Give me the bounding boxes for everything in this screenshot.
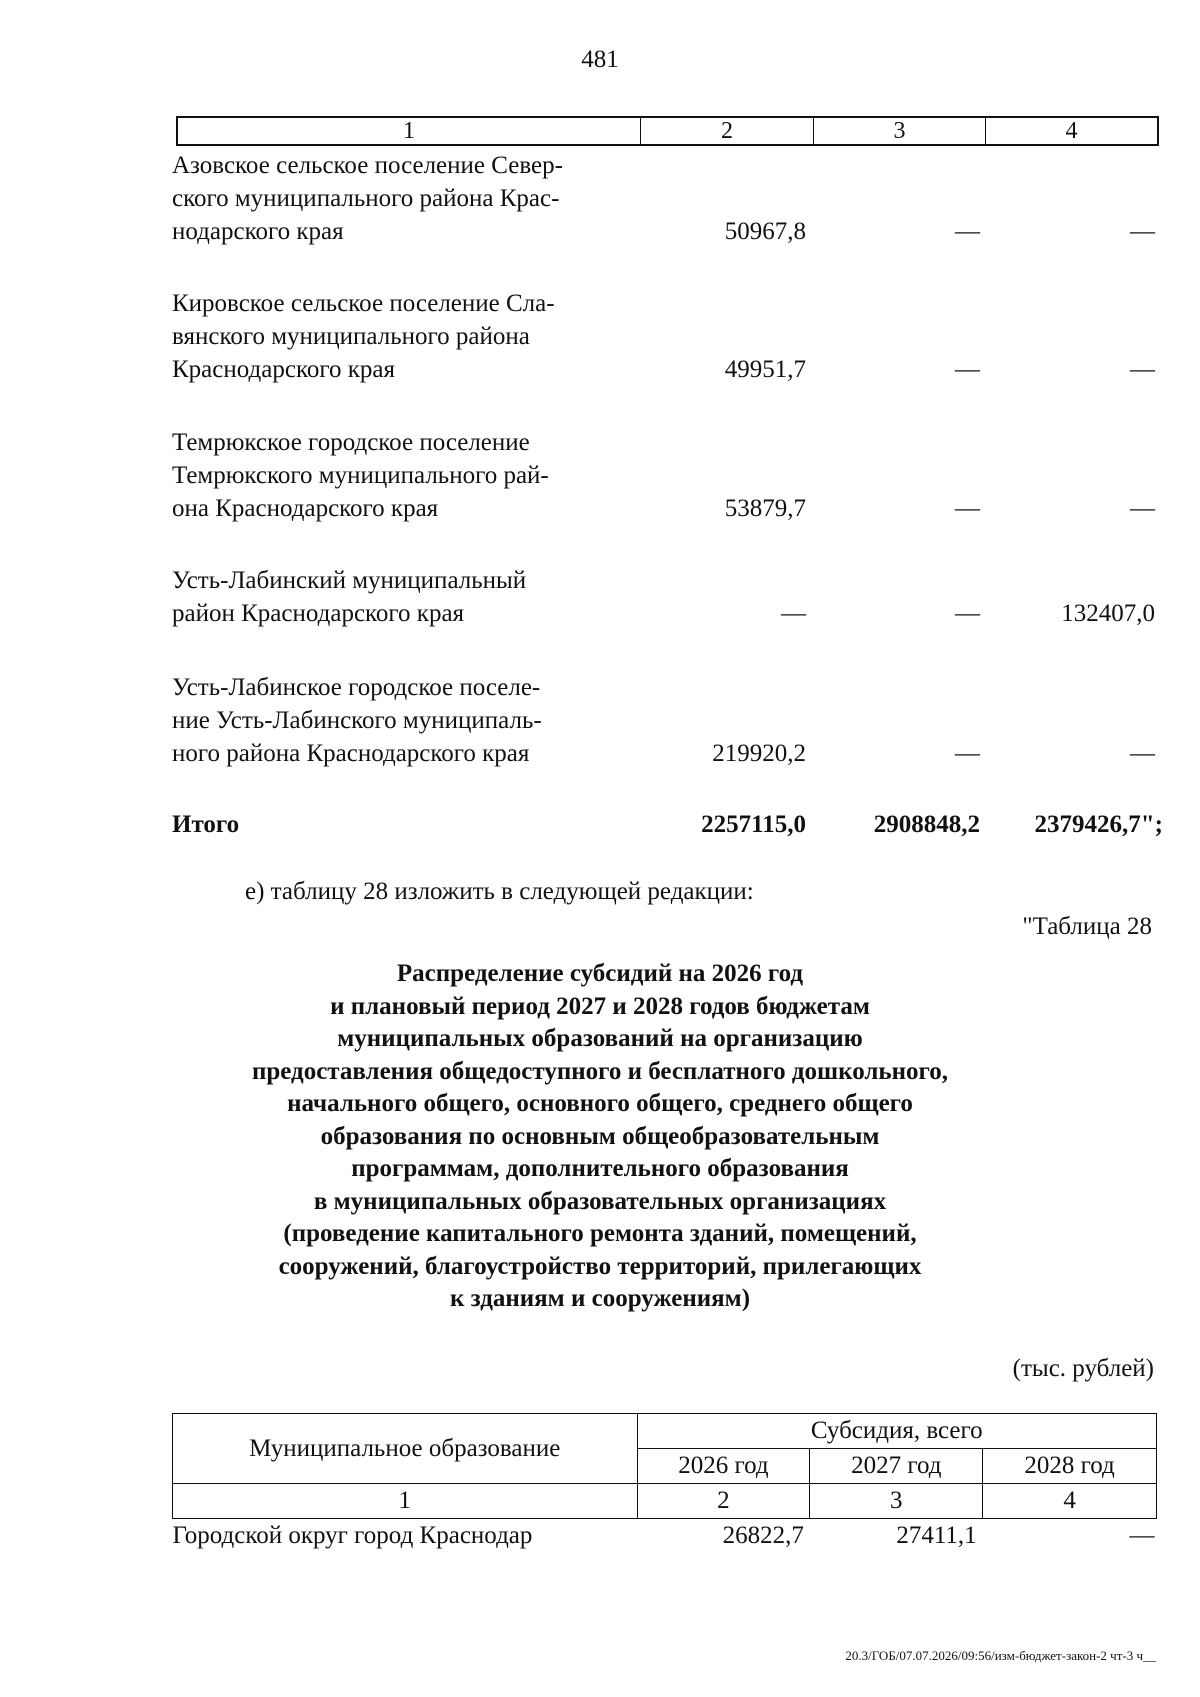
total-2027: 2908848,2 bbox=[873, 811, 980, 838]
name-line: ского муниципального района Крас- bbox=[172, 185, 560, 212]
name-line: ного района Краснодарского края bbox=[172, 740, 530, 767]
page-number: 481 bbox=[581, 46, 619, 73]
value-2028: — bbox=[1130, 218, 1155, 245]
name-line: Темрюкское городское поселение bbox=[172, 429, 530, 456]
name-line: вянского муниципального района bbox=[172, 323, 530, 350]
header-year: 2028 год bbox=[983, 1449, 1157, 1484]
value-2027: — bbox=[955, 356, 980, 383]
value-2027: 27411,1 bbox=[896, 1522, 977, 1549]
value-2028: 132407,0 bbox=[1061, 600, 1155, 627]
value-2026: 26822,7 bbox=[722, 1522, 804, 1549]
value-2027: — bbox=[955, 495, 980, 522]
municipality-name bbox=[172, 287, 642, 386]
name-line: нодарского края bbox=[172, 218, 344, 245]
heading-line: муниципальных образований на организацию bbox=[337, 1025, 863, 1052]
column-number-row bbox=[173, 1484, 1157, 1519]
name-line: Кировское сельское поселение Сла- bbox=[172, 290, 555, 317]
table-heading bbox=[150, 958, 1050, 1316]
heading-line: предоставления общедоступного и бесплатного дошкольного, bbox=[251, 1057, 949, 1085]
amendment-instruction: е) таблицу 28 изложить в следующей редакции: bbox=[245, 878, 754, 905]
name-line: Краснодарского края bbox=[172, 356, 395, 383]
value-2026: — bbox=[781, 600, 806, 627]
value-2028: — bbox=[1130, 495, 1155, 522]
heading-line: начального общего, основного общего, среднего общего bbox=[287, 1090, 913, 1117]
value-2027: — bbox=[955, 600, 980, 627]
value-2027: — bbox=[955, 740, 980, 767]
units-label: (тыс. рублей) bbox=[1012, 1355, 1154, 1382]
table-header-row bbox=[173, 1414, 1157, 1449]
heading-line: Распределение субсидий на 2026 год bbox=[396, 960, 804, 987]
name-line: Усть-Лабинский муниципальный bbox=[172, 567, 527, 594]
column-number: 2 bbox=[637, 1484, 810, 1519]
value-2026: 49951,7 bbox=[724, 356, 806, 383]
heading-line: образования по основным общеобразовательным bbox=[320, 1122, 880, 1150]
value-2028: — bbox=[1130, 356, 1155, 383]
name-line: Темрюкского муниципального рай- bbox=[172, 462, 549, 489]
column-number: 3 bbox=[814, 118, 986, 144]
table-row bbox=[173, 1519, 1157, 1554]
table-label: "Таблица 28 bbox=[1022, 913, 1152, 940]
municipality-name bbox=[172, 426, 642, 525]
total-label: Итого bbox=[172, 811, 240, 838]
value-2028: — bbox=[1130, 740, 1155, 767]
value-2028: — bbox=[1129, 1522, 1155, 1549]
document-code: 20.3/ГОБ/07.07.2026/09:56/изм-бюджет-закон-2 чт-3 ч__ bbox=[845, 1648, 1156, 1663]
total-2028: 2379426,7"; bbox=[1034, 811, 1163, 838]
column-number-row bbox=[176, 116, 1159, 146]
column-number: 3 bbox=[810, 1484, 983, 1519]
name-line: район Краснодарского края bbox=[172, 600, 465, 627]
column-number: 1 bbox=[173, 1484, 638, 1519]
municipality-name bbox=[172, 671, 642, 770]
heading-line: программам, дополнительного образования bbox=[351, 1155, 849, 1182]
value-2026: 50967,8 bbox=[724, 218, 806, 245]
header-year: 2026 год bbox=[637, 1449, 810, 1484]
municipality-name bbox=[172, 149, 642, 248]
heading-line: (проведение капитального ремонта зданий, помещений, bbox=[283, 1220, 917, 1247]
value-2026: 219920,2 bbox=[712, 740, 806, 767]
header-year: 2027 год bbox=[810, 1449, 983, 1484]
heading-line: в муниципальных образовательных организациях bbox=[313, 1187, 887, 1215]
name-line: она Краснодарского края bbox=[172, 495, 439, 522]
heading-line: и плановый период 2027 и 2028 годов бюджетам bbox=[330, 992, 870, 1020]
value-2026: 53879,7 bbox=[724, 495, 806, 522]
heading-line: сооружений, благоустройство территорий, прилегающих bbox=[278, 1252, 922, 1280]
name-line: ние Усть-Лабинского муниципаль- bbox=[172, 707, 542, 734]
municipality-name: Городской округ город Краснодар bbox=[172, 1522, 533, 1549]
name-line: Усть-Лабинское городское поселе- bbox=[172, 674, 541, 701]
name-line: Азовское сельское поселение Север- bbox=[172, 152, 563, 179]
column-number: 4 bbox=[1065, 118, 1078, 144]
column-number: 1 bbox=[178, 118, 641, 144]
heading-line: к зданиям и сооружениям) bbox=[449, 1285, 751, 1312]
header-municipality: Муниципальное образование bbox=[173, 1414, 638, 1484]
value-2027: — bbox=[955, 218, 980, 245]
header-subsidy-total: Субсидия, всего bbox=[637, 1414, 1157, 1449]
subsidy-table bbox=[172, 1413, 1157, 1553]
column-number: 4 bbox=[983, 1484, 1157, 1519]
column-number: 2 bbox=[641, 118, 814, 144]
municipality-name bbox=[172, 564, 642, 630]
total-2026: 2257115,0 bbox=[701, 811, 806, 838]
